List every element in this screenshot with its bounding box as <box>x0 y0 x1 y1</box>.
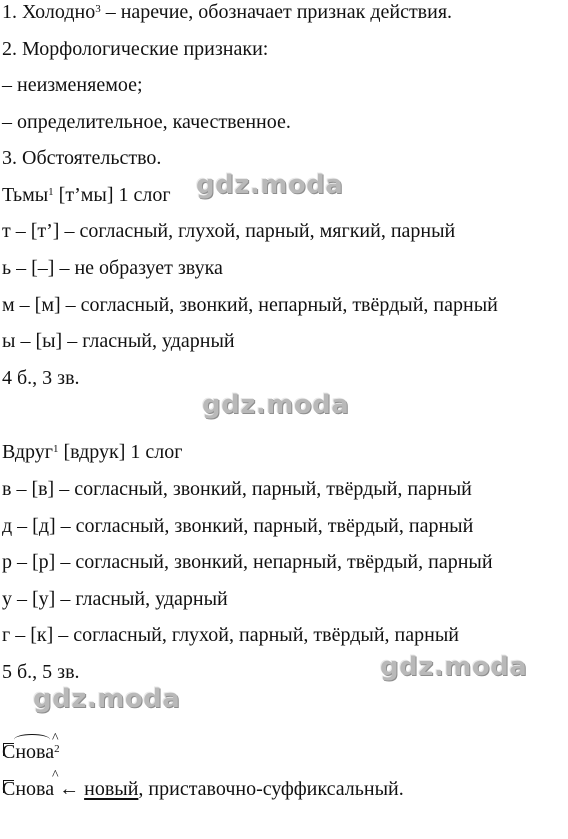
transcription: [т’мы] 1 слог <box>53 184 171 206</box>
line-20 <box>2 768 404 801</box>
line-16: у – [у] – гласный, ударный <box>2 588 228 610</box>
footnote-mark: 1 <box>52 443 59 455</box>
line-2: 2. Морфологические признаки: <box>2 38 269 60</box>
derivation-arrow: ← <box>54 778 85 800</box>
suffix-mark: ^ <box>52 768 59 783</box>
line-15: р – [р] – согласный, звонкий, непарный, твёрдый, парный <box>2 551 493 573</box>
line-14: д – [д] – согласный, звонкий, парный, твёрдый, парный <box>2 515 474 537</box>
line-7: т – [т’] – согласный, глухой, парный, мягкий, парный <box>2 220 456 242</box>
line-4: – определительное, качественное. <box>2 111 291 133</box>
prefix-mark <box>3 780 14 793</box>
word-snova: Снова <box>2 778 55 800</box>
line-19 <box>2 731 60 764</box>
root-arc <box>14 734 50 745</box>
line-17: г – [к] – согласный, глухой, парный, твёрдый, парный <box>2 624 459 646</box>
word-holodno: 1. Холодно <box>2 1 96 23</box>
footnote-mark: 3 <box>95 3 101 15</box>
suffix-mark: ^ <box>52 731 59 746</box>
footnote-mark: 1 <box>48 186 54 198</box>
word-tmy: Тьмы <box>2 184 49 206</box>
derivation-method: , приставочно-суффиксальный. <box>138 778 404 800</box>
word-snova-derivation <box>2 768 59 801</box>
word-snova-morpheme <box>2 731 59 764</box>
line-18: 5 б., 5 зв. <box>2 661 80 683</box>
line-text: – наречие, обозначает признак действия. <box>100 1 453 23</box>
line-9: м – [м] – согласный, звонкий, непарный, твёрдый, парный <box>2 294 498 316</box>
base-word: новый <box>84 778 139 800</box>
line-11: 4 б., 3 зв. <box>2 367 80 389</box>
line-3: – неизменяемое; <box>2 74 143 96</box>
transcription: [вдрук] 1 слог <box>58 441 183 463</box>
watermark: gdz.moda <box>380 652 528 682</box>
word-vdrug: Вдруг <box>2 441 53 463</box>
footnote-mark: 2 <box>54 743 60 755</box>
line-6 <box>2 183 171 207</box>
line-5: 3. Обстоятельство. <box>2 147 162 169</box>
prefix-mark <box>3 743 14 756</box>
watermark: gdz.moda <box>196 170 344 200</box>
watermark: gdz.moda <box>202 390 350 420</box>
line-13: в – [в] – согласный, звонкий, парный, твёрдый, парный <box>2 478 472 500</box>
watermark: gdz.moda <box>33 684 181 714</box>
line-8: ь – [–] – не образует звука <box>2 257 223 279</box>
line-1 <box>2 0 452 24</box>
line-10: ы – [ы] – гласный, ударный <box>2 330 235 352</box>
line-12 <box>2 440 182 464</box>
word-snova: Снова <box>2 741 55 763</box>
